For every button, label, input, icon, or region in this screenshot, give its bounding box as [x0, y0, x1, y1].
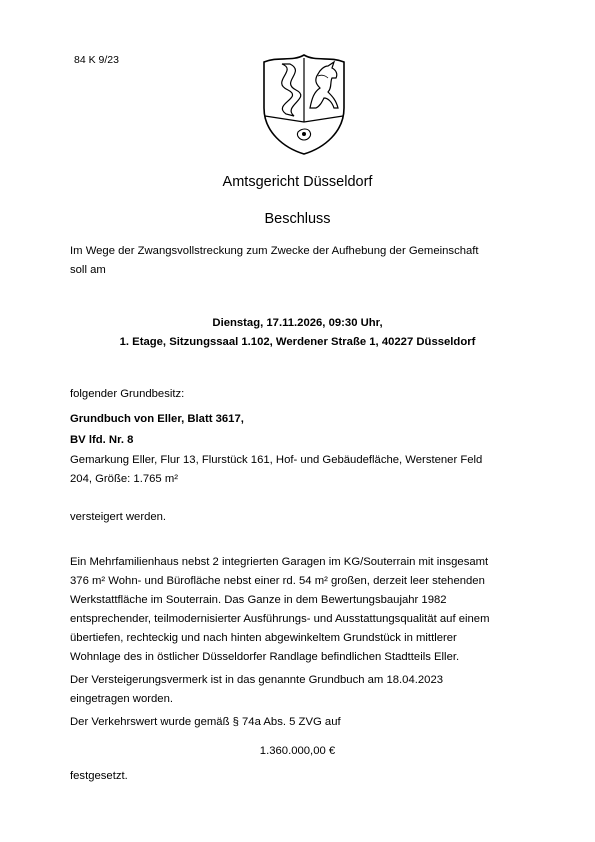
gemarkung-line: Gemarkung Eller, Flur 13, Flurstück 161, Hof- und Gebäudefläche, Werstener Feld [70, 454, 483, 466]
case-number: 84 K 9/23 [74, 54, 119, 66]
grundbesitz-label: folgender Grundbesitz: [70, 388, 185, 400]
verkehrswert-label: Der Verkehrswert wurde gemäß § 74a Abs. 5 ZVG auf [70, 716, 341, 728]
document-title: Beschluss [264, 211, 331, 227]
court-name: Amtsgericht Düsseldorf [222, 174, 373, 190]
nrw-coat-of-arms-icon [258, 52, 350, 156]
vermerk-line: Der Versteigerungsvermerk ist in das genannte Grundbuch am 18.04.2023 [70, 674, 444, 686]
description-line: übertiefen, rechteckig und nach hinten abgewinkeltem Grundstück in mittlerer [70, 632, 457, 644]
versteigert-text: versteigert werden. [70, 511, 167, 523]
intro-line: soll am [70, 264, 106, 276]
verkehrswert-amount: 1.360.000,00 € [259, 745, 336, 757]
description-line: Werkstattfläche im Souterrain. Das Ganze in dem Bewertungsbaujahr 1982 [70, 594, 447, 606]
description-line: Wohnlage des in östlicher Düsseldorfer Randlage befindlichen Stadtteils Eller. [70, 651, 460, 663]
festgesetzt-text: festgesetzt. [70, 770, 128, 782]
intro-line: Im Wege der Zwangsvollstreckung zum Zwecke der Aufhebung der Gemeinschaft [70, 245, 479, 257]
description-line: entsprechender, teilmodernisierter Ausführungs- und Ausstattungsqualität auf einem [70, 613, 490, 625]
description-line: Ein Mehrfamilienhaus nebst 2 integrierten Garagen im KG/Souterrain mit insgesamt [70, 556, 489, 568]
termin-date: Dienstag, 17.11.2026, 09:30 Uhr, [212, 317, 383, 329]
termin-location: 1. Etage, Sitzungssaal 1.102, Werdener Straße 1, 40227 Düsseldorf [119, 336, 476, 348]
grundbuch-bv: BV lfd. Nr. 8 [70, 434, 134, 446]
gemarkung-line: 204, Größe: 1.765 m² [70, 473, 178, 485]
grundbuch-entry: Grundbuch von Eller, Blatt 3617, [70, 413, 244, 425]
description-line: 376 m² Wohn- und Bürofläche nebst einer rd. 54 m² großen, derzeit leer stehenden [70, 575, 485, 587]
vermerk-line: eingetragen worden. [70, 693, 174, 705]
